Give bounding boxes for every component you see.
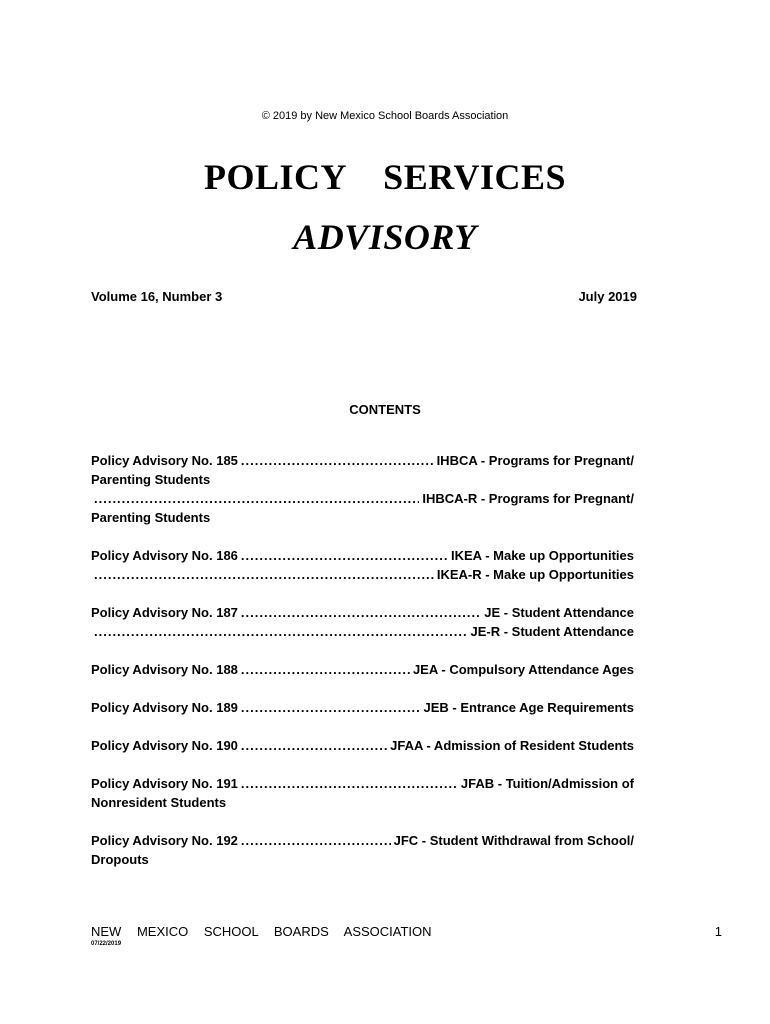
page-number: 1 xyxy=(714,924,722,939)
toc-title-continuation: Nonresident Students xyxy=(91,795,227,810)
toc-title-continuation: Dropouts xyxy=(91,852,149,867)
footer-organization: NEW MEXICO SCHOOL BOARDS ASSOCIATION xyxy=(91,924,432,939)
toc-dot-leader xyxy=(241,698,421,717)
toc-row xyxy=(91,698,634,717)
toc-dot-leader xyxy=(241,451,434,470)
toc-policy-title: JE - Student Attendance xyxy=(484,605,634,620)
toc-entry xyxy=(91,698,634,717)
toc-policy-title: IHBCA-R - Programs for Pregnant/ xyxy=(422,491,634,506)
toc-policy-title: IHBCA - Programs for Pregnant/ xyxy=(436,453,634,468)
toc-row xyxy=(91,546,634,565)
toc-dot-leader xyxy=(241,660,410,679)
toc-entry xyxy=(91,546,634,584)
toc-entry xyxy=(91,831,634,869)
volume-number: Volume 16, Number 3 xyxy=(91,289,223,304)
toc-row xyxy=(91,489,634,508)
toc-title-continuation: Parenting Students xyxy=(91,510,211,525)
toc-row xyxy=(91,736,634,755)
toc-advisory-number: Policy Advisory No. 186 xyxy=(91,548,238,563)
toc-policy-title: JFAA - Admission of Resident Students xyxy=(390,738,634,753)
toc-dot-leader xyxy=(94,489,419,508)
toc-policy-title: JEB - Entrance Age Requirements xyxy=(423,700,634,715)
toc-policy-title: IKEA - Make up Opportunities xyxy=(451,548,634,563)
toc-row xyxy=(91,622,634,641)
document-subtitle: ADVISORY xyxy=(293,217,477,257)
toc-row xyxy=(91,565,634,584)
contents-heading: CONTENTS xyxy=(349,402,421,417)
toc-row xyxy=(91,660,634,679)
toc-advisory-number: Policy Advisory No. 192 xyxy=(91,833,238,848)
toc-row xyxy=(91,603,634,622)
toc-advisory-number: Policy Advisory No. 190 xyxy=(91,738,238,753)
toc-entry xyxy=(91,660,634,679)
toc-policy-title: JFC - Student Withdrawal from School/ xyxy=(393,833,634,848)
toc-entry xyxy=(91,736,634,755)
toc-advisory-number: Policy Advisory No. 188 xyxy=(91,662,238,677)
toc-dot-leader xyxy=(241,736,387,755)
toc-advisory-number: Policy Advisory No. 187 xyxy=(91,605,238,620)
toc-advisory-number: Policy Advisory No. 185 xyxy=(91,453,238,468)
toc-entry xyxy=(91,774,634,812)
toc-entry xyxy=(91,451,634,527)
toc-title-continuation: Parenting Students xyxy=(91,472,211,487)
toc-row xyxy=(91,451,634,470)
toc-advisory-number: Policy Advisory No. 189 xyxy=(91,700,238,715)
footer-date: 07/22/2019 xyxy=(91,941,122,947)
toc-dot-leader xyxy=(241,831,391,850)
toc-entry xyxy=(91,603,634,641)
toc-dot-leader xyxy=(94,565,434,584)
toc-policy-title: JEA - Compulsory Attendance Ages xyxy=(412,662,634,677)
toc-policy-title: JFAB - Tuition/Admission of xyxy=(460,776,634,791)
toc-dot-leader xyxy=(241,546,448,565)
toc-policy-title: JE-R - Student Attendance xyxy=(470,624,634,639)
toc-row xyxy=(91,831,634,850)
toc-advisory-number: Policy Advisory No. 191 xyxy=(91,776,238,791)
document-title: POLICY SERVICES xyxy=(204,157,566,197)
toc-dot-leader xyxy=(94,622,468,641)
issue-date: July 2019 xyxy=(578,289,637,304)
toc-dot-leader xyxy=(241,774,458,793)
copyright-notice: © 2019 by New Mexico School Boards Association xyxy=(261,110,509,122)
toc-row xyxy=(91,774,634,793)
table-of-contents xyxy=(91,451,634,888)
toc-dot-leader xyxy=(241,603,481,622)
toc-policy-title: IKEA-R - Make up Opportunities xyxy=(436,567,634,582)
